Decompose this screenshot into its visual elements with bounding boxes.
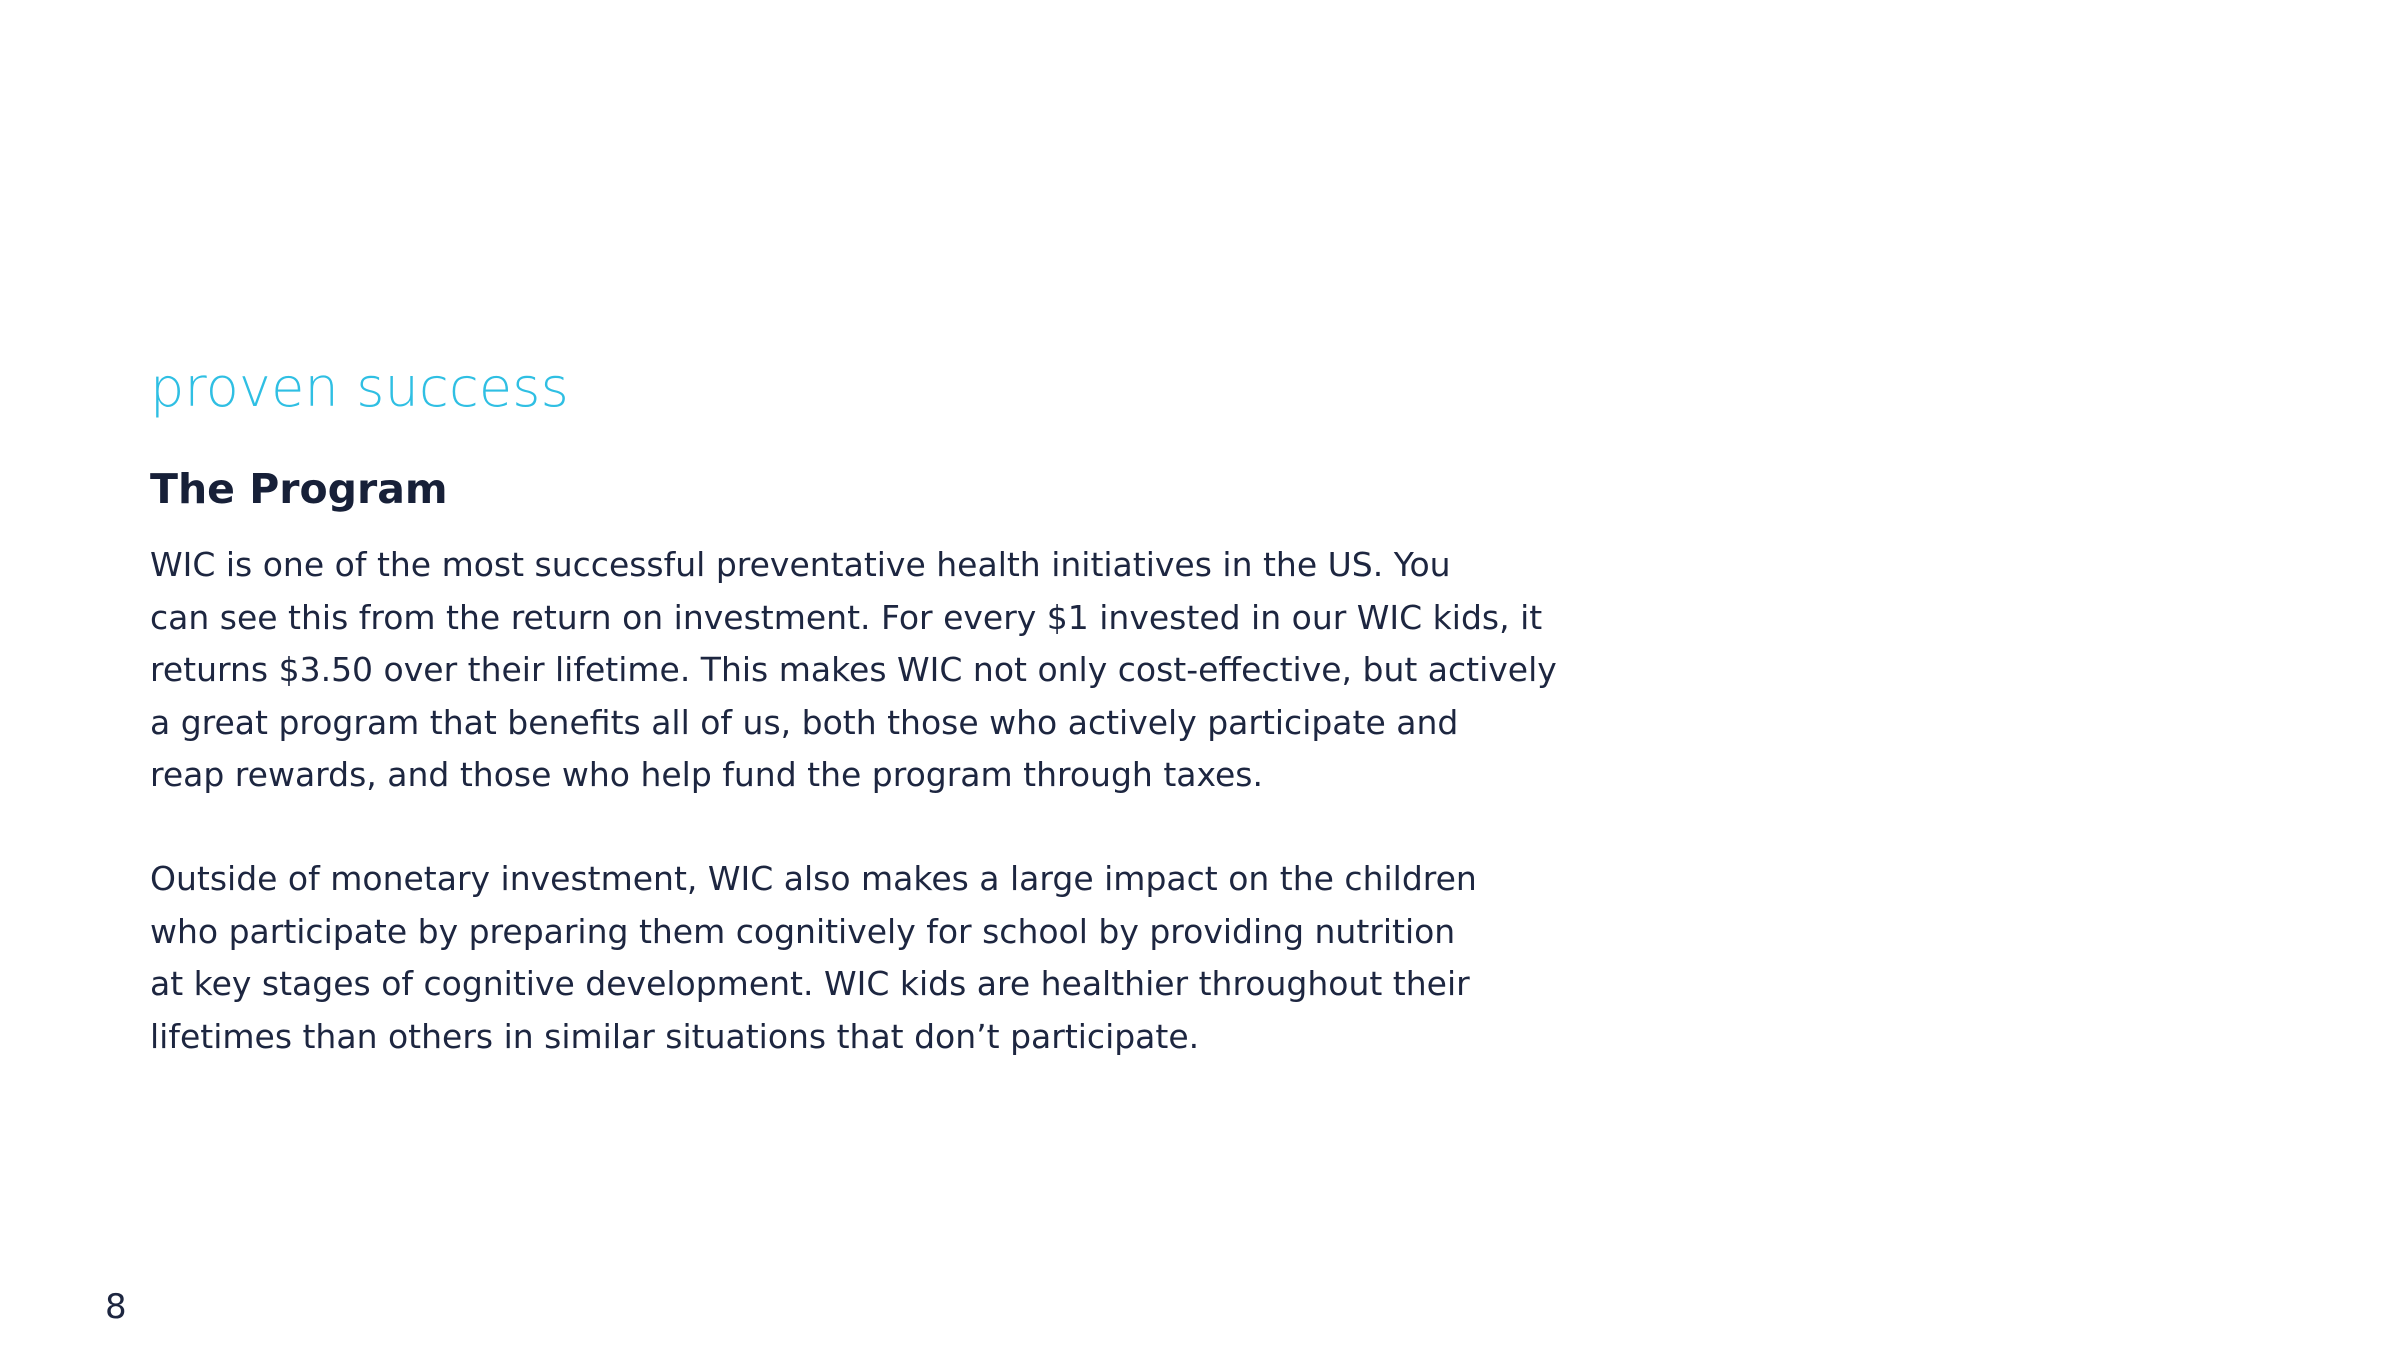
paragraph-line: lifetimes than others in similar situations that don’t participate. (150, 1016, 1200, 1056)
paragraph-line: Outside of monetary investment, WIC also makes a large impact on the children (150, 859, 1477, 898)
paragraph-line: can see this from the return on investment. For every $1 invested in our WIC kids, it (150, 597, 1543, 637)
body-paragraph-impact (150, 853, 1630, 1063)
paragraph-line: returns $3.50 over their lifetime. This makes WIC not only cost-effective, but actively (150, 650, 1557, 689)
subhead: The Program (150, 465, 448, 513)
paragraph-line: reap rewards, and those who help fund the program through taxes. (150, 755, 1263, 794)
body-paragraph-roi (150, 539, 1630, 802)
paragraph-line: WIC is one of the most successful preventative health initiatives in the US. You (150, 545, 1451, 584)
paragraph-line: a great program that benefits all of us, both those who actively participate and (150, 702, 1459, 742)
paragraph-line: who participate by preparing them cognitively for school by providing nutrition (150, 911, 1456, 951)
section-title: proven success (150, 356, 569, 419)
paragraph-line: at key stages of cognitive development. WIC kids are healthier throughout their (150, 964, 1470, 1003)
page-number: 8 (105, 1287, 127, 1327)
